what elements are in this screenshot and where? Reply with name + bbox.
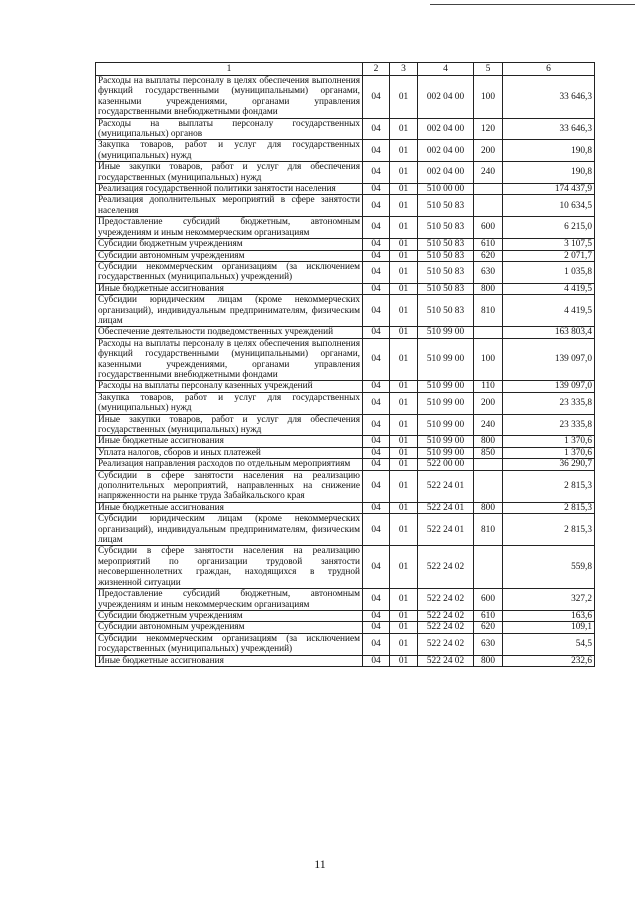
subsection-code: 01 xyxy=(390,392,418,414)
expense-type-code: 610 xyxy=(474,239,503,250)
target-article-code: 510 50 83 xyxy=(418,261,474,283)
amount: 23 335,8 xyxy=(503,414,595,436)
subsection-code: 01 xyxy=(390,622,418,633)
expense-name: Закупка товаров, работ и услуг для государственных (муниципальных) нужд xyxy=(96,392,363,414)
column-header: 6 xyxy=(503,63,595,76)
subsection-code: 01 xyxy=(390,261,418,283)
expense-name: Субсидии юридическим лицам (кроме некоммерческих организаций), индивидуальным предпринимателям, физическим лицам xyxy=(96,514,363,546)
expense-name: Предоставление субсидий бюджетным, автономным учреждениям и иным некоммерческим организациям xyxy=(96,589,363,611)
section-code: 04 xyxy=(363,546,390,589)
target-article-code: 510 50 83 xyxy=(418,295,474,327)
column-header: 4 xyxy=(418,63,474,76)
expense-type-code: 200 xyxy=(474,392,503,414)
section-code: 04 xyxy=(363,447,390,458)
section-code: 04 xyxy=(363,414,390,436)
amount: 23 335,8 xyxy=(503,392,595,414)
target-article-code: 510 99 00 xyxy=(418,447,474,458)
section-code: 04 xyxy=(363,502,390,513)
budget-table xyxy=(95,62,595,667)
target-article-code: 510 50 83 xyxy=(418,283,474,294)
section-code: 04 xyxy=(363,381,390,392)
amount: 10 634,5 xyxy=(503,195,595,217)
subsection-code: 01 xyxy=(390,502,418,513)
target-article-code: 510 99 00 xyxy=(418,381,474,392)
expense-name: Субсидии бюджетным учреждениям xyxy=(96,239,363,250)
expense-type-code: 600 xyxy=(474,217,503,239)
amount: 3 107,5 xyxy=(503,239,595,250)
target-article-code: 510 50 83 xyxy=(418,195,474,217)
amount: 232,6 xyxy=(503,655,595,666)
table-row xyxy=(96,514,595,546)
target-article-code: 522 24 02 xyxy=(418,610,474,621)
expense-name: Иные бюджетные ассигнования xyxy=(96,502,363,513)
section-code: 04 xyxy=(363,436,390,447)
column-header: 5 xyxy=(474,63,503,76)
section-code: 04 xyxy=(363,261,390,283)
subsection-code: 01 xyxy=(390,162,418,184)
expense-type-code xyxy=(474,470,503,502)
section-code: 04 xyxy=(363,338,390,381)
expense-type-code: 100 xyxy=(474,338,503,381)
expense-name: Обеспечение деятельности подведомственных учреждений xyxy=(96,327,363,338)
table-row xyxy=(96,436,595,447)
table-row xyxy=(96,447,595,458)
target-article-code: 510 50 83 xyxy=(418,250,474,261)
table-row xyxy=(96,610,595,621)
header-row xyxy=(96,63,595,76)
table-row xyxy=(96,414,595,436)
target-article-code: 002 04 00 xyxy=(418,76,474,119)
expense-name: Субсидии в сфере занятости населения на реализацию мероприятий по организации трудовой занятости несовершеннолетних граждан, находящихся в трудной жизненной ситуации xyxy=(96,546,363,589)
subsection-code: 01 xyxy=(390,633,418,655)
expense-name: Закупка товаров, работ и услуг для государственных (муниципальных) нужд xyxy=(96,140,363,162)
amount: 33 646,3 xyxy=(503,76,595,119)
table-row xyxy=(96,239,595,250)
section-code: 04 xyxy=(363,76,390,119)
expense-name: Расходы на выплаты персоналу в целях обеспечения выполнения функций государственными (муниципальными) органами, казенными учреждениями, органами управления государственными внебюджетными фондами xyxy=(96,76,363,119)
table-row xyxy=(96,622,595,633)
amount: 190,8 xyxy=(503,162,595,184)
expense-type-code: 630 xyxy=(474,633,503,655)
column-header: 3 xyxy=(390,63,418,76)
amount: 36 290,7 xyxy=(503,459,595,470)
target-article-code: 510 99 00 xyxy=(418,414,474,436)
expense-name: Расходы на выплаты персоналу казенных учреждений xyxy=(96,381,363,392)
target-article-code: 510 99 00 xyxy=(418,436,474,447)
target-article-code: 522 24 02 xyxy=(418,633,474,655)
target-article-code: 510 99 00 xyxy=(418,338,474,381)
amount: 174 437,9 xyxy=(503,184,595,195)
expense-name: Субсидии автономным учреждениям xyxy=(96,250,363,261)
expense-type-code xyxy=(474,459,503,470)
expense-name: Субсидии автономным учреждениям xyxy=(96,622,363,633)
amount: 4 419,5 xyxy=(503,283,595,294)
expense-type-code: 800 xyxy=(474,502,503,513)
amount: 139 097,0 xyxy=(503,381,595,392)
subsection-code: 01 xyxy=(390,546,418,589)
expense-type-code: 620 xyxy=(474,250,503,261)
expense-name: Предоставление субсидий бюджетным, автономным учреждениям и иным некоммерческим организациям xyxy=(96,217,363,239)
expense-name: Субсидии некоммерческим организациям (за исключением государственных (муниципальных) учреждений) xyxy=(96,261,363,283)
table-row xyxy=(96,283,595,294)
section-code: 04 xyxy=(363,589,390,611)
section-code: 04 xyxy=(363,250,390,261)
expense-name: Субсидии бюджетным учреждениям xyxy=(96,610,363,621)
section-code: 04 xyxy=(363,239,390,250)
subsection-code: 01 xyxy=(390,250,418,261)
table-row xyxy=(96,184,595,195)
expense-name: Реализация направления расходов по отдельным мероприятиям xyxy=(96,459,363,470)
expense-type-code xyxy=(474,195,503,217)
expense-name: Иные бюджетные ассигнования xyxy=(96,283,363,294)
amount: 33 646,3 xyxy=(503,118,595,140)
amount: 6 215,0 xyxy=(503,217,595,239)
table-row xyxy=(96,76,595,119)
expense-type-code: 800 xyxy=(474,655,503,666)
expense-name: Иные бюджетные ассигнования xyxy=(96,436,363,447)
expense-type-code xyxy=(474,184,503,195)
table-row xyxy=(96,633,595,655)
expense-name: Субсидии в сфере занятости населения на реализацию дополнительных мероприятий, направленных на снижение напряженности на рынке труда Забайкальского края xyxy=(96,470,363,502)
expense-name: Реализация дополнительных мероприятий в сфере занятости населения xyxy=(96,195,363,217)
section-code: 04 xyxy=(363,140,390,162)
expense-name: Субсидии юридическим лицам (кроме некоммерческих организаций), индивидуальным предпринимателям, физическим лицам xyxy=(96,295,363,327)
subsection-code: 01 xyxy=(390,295,418,327)
amount: 327,2 xyxy=(503,589,595,611)
table-row xyxy=(96,118,595,140)
section-code: 04 xyxy=(363,295,390,327)
expense-name: Реализация государственной политики занятости населения xyxy=(96,184,363,195)
amount: 163 803,4 xyxy=(503,327,595,338)
amount: 1 370,6 xyxy=(503,436,595,447)
amount: 4 419,5 xyxy=(503,295,595,327)
subsection-code: 01 xyxy=(390,514,418,546)
amount: 139 097,0 xyxy=(503,338,595,381)
section-code: 04 xyxy=(363,327,390,338)
subsection-code: 01 xyxy=(390,217,418,239)
expense-type-code: 850 xyxy=(474,447,503,458)
amount: 1 035,8 xyxy=(503,261,595,283)
target-article-code: 522 00 00 xyxy=(418,459,474,470)
amount: 2 815,3 xyxy=(503,502,595,513)
subsection-code: 01 xyxy=(390,184,418,195)
expense-type-code: 610 xyxy=(474,610,503,621)
expense-type-code xyxy=(474,546,503,589)
expense-name: Уплата налогов, сборов и иных платежей xyxy=(96,447,363,458)
expense-type-code: 110 xyxy=(474,381,503,392)
target-article-code: 002 04 00 xyxy=(418,140,474,162)
section-code: 04 xyxy=(363,283,390,294)
amount: 2 815,3 xyxy=(503,514,595,546)
table-row xyxy=(96,250,595,261)
subsection-code: 01 xyxy=(390,470,418,502)
table-row xyxy=(96,459,595,470)
amount: 190,8 xyxy=(503,140,595,162)
table-row xyxy=(96,261,595,283)
amount: 1 370,6 xyxy=(503,447,595,458)
table-row xyxy=(96,502,595,513)
expense-name: Расходы на выплаты персоналу в целях обеспечения выполнения функций государственными (муниципальными) органами, казенными учреждениями, органами управления государственными внебюджетными фондами xyxy=(96,338,363,381)
amount: 54,5 xyxy=(503,633,595,655)
expense-type-code: 600 xyxy=(474,589,503,611)
expense-name: Субсидии некоммерческим организациям (за исключением государственных (муниципальных) учреждений) xyxy=(96,633,363,655)
expense-type-code: 120 xyxy=(474,118,503,140)
target-article-code: 002 04 00 xyxy=(418,118,474,140)
amount: 2 815,3 xyxy=(503,470,595,502)
expense-type-code: 240 xyxy=(474,162,503,184)
subsection-code: 01 xyxy=(390,76,418,119)
section-code: 04 xyxy=(363,162,390,184)
expense-type-code: 800 xyxy=(474,283,503,294)
target-article-code: 522 24 02 xyxy=(418,546,474,589)
target-article-code: 002 04 00 xyxy=(418,162,474,184)
section-code: 04 xyxy=(363,655,390,666)
section-code: 04 xyxy=(363,184,390,195)
table-row xyxy=(96,589,595,611)
section-code: 04 xyxy=(363,118,390,140)
table-row xyxy=(96,655,595,666)
expense-type-code: 810 xyxy=(474,295,503,327)
expense-name: Иные бюджетные ассигнования xyxy=(96,655,363,666)
subsection-code: 01 xyxy=(390,381,418,392)
section-code: 04 xyxy=(363,459,390,470)
subsection-code: 01 xyxy=(390,338,418,381)
amount: 109,1 xyxy=(503,622,595,633)
target-article-code: 522 24 01 xyxy=(418,502,474,513)
top-rule xyxy=(430,4,635,5)
subsection-code: 01 xyxy=(390,589,418,611)
section-code: 04 xyxy=(363,514,390,546)
section-code: 04 xyxy=(363,470,390,502)
table-row xyxy=(96,546,595,589)
subsection-code: 01 xyxy=(390,195,418,217)
table-body xyxy=(96,76,595,667)
expense-type-code xyxy=(474,327,503,338)
section-code: 04 xyxy=(363,610,390,621)
page-number: 11 xyxy=(314,857,326,871)
target-article-code: 510 00 00 xyxy=(418,184,474,195)
subsection-code: 01 xyxy=(390,283,418,294)
section-code: 04 xyxy=(363,195,390,217)
amount: 559,8 xyxy=(503,546,595,589)
section-code: 04 xyxy=(363,392,390,414)
target-article-code: 522 24 02 xyxy=(418,622,474,633)
section-code: 04 xyxy=(363,217,390,239)
expense-type-code: 100 xyxy=(474,76,503,119)
subsection-code: 01 xyxy=(390,239,418,250)
subsection-code: 01 xyxy=(390,436,418,447)
subsection-code: 01 xyxy=(390,118,418,140)
subsection-code: 01 xyxy=(390,414,418,436)
table-row xyxy=(96,295,595,327)
target-article-code: 522 24 02 xyxy=(418,655,474,666)
target-article-code: 510 50 83 xyxy=(418,217,474,239)
table-row xyxy=(96,217,595,239)
table-row xyxy=(96,327,595,338)
target-article-code: 522 24 01 xyxy=(418,514,474,546)
subsection-code: 01 xyxy=(390,140,418,162)
expense-type-code: 200 xyxy=(474,140,503,162)
target-article-code: 510 50 83 xyxy=(418,239,474,250)
subsection-code: 01 xyxy=(390,610,418,621)
section-code: 04 xyxy=(363,633,390,655)
column-header: 1 xyxy=(96,63,363,76)
expense-type-code: 630 xyxy=(474,261,503,283)
expense-name: Иные закупки товаров, работ и услуг для обеспечения государственных (муниципальных) нужд xyxy=(96,414,363,436)
table-row xyxy=(96,381,595,392)
subsection-code: 01 xyxy=(390,447,418,458)
subsection-code: 01 xyxy=(390,459,418,470)
section-code: 04 xyxy=(363,622,390,633)
expense-type-code: 800 xyxy=(474,436,503,447)
amount: 163,6 xyxy=(503,610,595,621)
table-row xyxy=(96,392,595,414)
table-row xyxy=(96,140,595,162)
expense-type-code: 620 xyxy=(474,622,503,633)
expense-type-code: 240 xyxy=(474,414,503,436)
expense-name: Иные закупки товаров, работ и услуг для обеспечения государственных (муниципальных) нужд xyxy=(96,162,363,184)
table-row xyxy=(96,195,595,217)
column-header: 2 xyxy=(363,63,390,76)
subsection-code: 01 xyxy=(390,327,418,338)
target-article-code: 522 24 01 xyxy=(418,470,474,502)
table-row xyxy=(96,338,595,381)
target-article-code: 522 24 02 xyxy=(418,589,474,611)
subsection-code: 01 xyxy=(390,655,418,666)
expense-name: Расходы на выплаты персоналу государственных (муниципальных) органов xyxy=(96,118,363,140)
expense-type-code: 810 xyxy=(474,514,503,546)
target-article-code: 510 99 00 xyxy=(418,327,474,338)
table-row xyxy=(96,162,595,184)
amount: 2 071,7 xyxy=(503,250,595,261)
table-row xyxy=(96,470,595,502)
target-article-code: 510 99 00 xyxy=(418,392,474,414)
